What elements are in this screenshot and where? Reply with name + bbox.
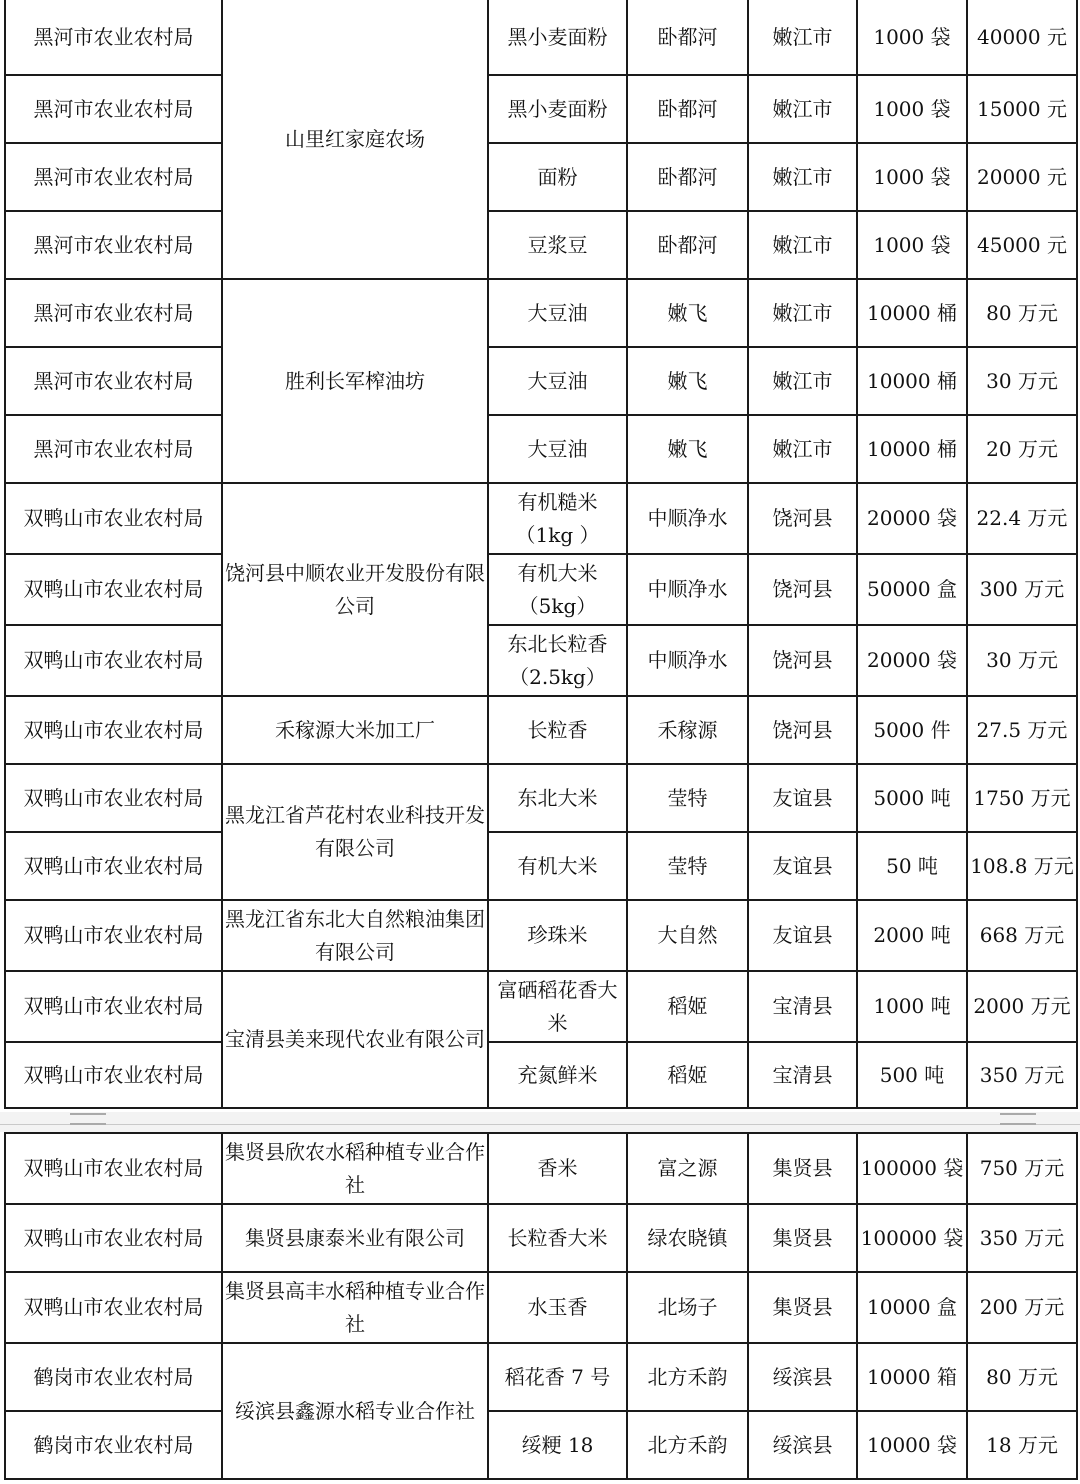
product-cell: 东北大米 [488, 764, 627, 832]
company-cell: 黑龙江省芦花村农业科技开发有限公司 [222, 764, 488, 900]
brand-cell: 卧都河 [627, 75, 748, 143]
dept-cell: 双鸭山市农业农村局 [5, 1133, 222, 1204]
brand-cell: 大自然 [627, 900, 748, 971]
qty-cell: 20000 袋 [857, 483, 967, 554]
qty-cell: 100000 袋 [857, 1133, 967, 1204]
qty-cell: 10000 箱 [857, 1343, 967, 1411]
product-cell: 有机糙米（1kg ） [488, 483, 627, 554]
place-cell: 饶河县 [748, 554, 857, 625]
product-table-top [4, 0, 1078, 1109]
place-cell: 集贤县 [748, 1272, 857, 1343]
dept-cell: 双鸭山市农业农村局 [5, 1042, 222, 1108]
table-row [5, 554, 1077, 625]
dept-cell: 双鸭山市农业农村局 [5, 625, 222, 696]
dept-cell: 黑河市农业农村局 [5, 347, 222, 415]
qty-cell: 50 吨 [857, 832, 967, 900]
dept-cell: 双鸭山市农业农村局 [5, 1272, 222, 1343]
dept-cell: 双鸭山市农业农村局 [5, 696, 222, 764]
product-cell: 绥粳 18 [488, 1411, 627, 1479]
table-row [5, 764, 1077, 832]
company-cell: 禾稼源大米加工厂 [222, 696, 488, 764]
table-row [5, 1204, 1077, 1272]
product-cell: 充氮鲜米 [488, 1042, 627, 1108]
qty-cell: 500 吨 [857, 1042, 967, 1108]
brand-cell: 卧都河 [627, 0, 748, 75]
amount-cell: 108.8 万元 [967, 832, 1077, 900]
table-row [5, 1042, 1077, 1108]
qty-cell: 50000 盒 [857, 554, 967, 625]
qty-cell: 5000 吨 [857, 764, 967, 832]
qty-cell: 10000 桶 [857, 279, 967, 347]
place-cell: 友谊县 [748, 832, 857, 900]
place-cell: 集贤县 [748, 1204, 857, 1272]
table-row [5, 1133, 1077, 1204]
table-row [5, 75, 1077, 143]
dept-cell: 双鸭山市农业农村局 [5, 483, 222, 554]
table-row [5, 1411, 1077, 1479]
place-cell: 宝清县 [748, 971, 857, 1042]
dept-cell: 双鸭山市农业农村局 [5, 554, 222, 625]
amount-cell: 300 万元 [967, 554, 1077, 625]
table-row [5, 625, 1077, 696]
amount-cell: 668 万元 [967, 900, 1077, 971]
dept-cell: 双鸭山市农业农村局 [5, 971, 222, 1042]
company-cell: 饶河县中顺农业开发股份有限公司 [222, 483, 488, 696]
place-cell: 嫩江市 [748, 415, 857, 483]
table-row [5, 143, 1077, 211]
dept-cell: 双鸭山市农业农村局 [5, 764, 222, 832]
page-break-line [0, 1124, 1080, 1125]
brand-cell: 绿农晓镇 [627, 1204, 748, 1272]
product-cell: 东北长粒香（2.5kg） [488, 625, 627, 696]
brand-cell: 禾稼源 [627, 696, 748, 764]
amount-cell: 18 万元 [967, 1411, 1077, 1479]
place-cell: 嫩江市 [748, 0, 857, 75]
product-cell: 大豆油 [488, 347, 627, 415]
company-cell: 宝清县美来现代农业有限公司 [222, 971, 488, 1108]
amount-cell: 30 万元 [967, 347, 1077, 415]
product-cell: 香米 [488, 1133, 627, 1204]
table-row [5, 971, 1077, 1042]
place-cell: 嫩江市 [748, 347, 857, 415]
dept-cell: 黑河市农业农村局 [5, 75, 222, 143]
dept-cell: 黑河市农业农村局 [5, 143, 222, 211]
brand-cell: 中顺净水 [627, 625, 748, 696]
table-row [5, 279, 1077, 347]
table-row [5, 211, 1077, 279]
amount-cell: 30 万元 [967, 625, 1077, 696]
amount-cell: 15000 元 [967, 75, 1077, 143]
company-cell: 集贤县高丰水稻种植专业合作社 [222, 1272, 488, 1343]
brand-cell: 北方禾韵 [627, 1411, 748, 1479]
amount-cell: 45000 元 [967, 211, 1077, 279]
brand-cell: 稻姬 [627, 1042, 748, 1108]
brand-cell: 北场子 [627, 1272, 748, 1343]
place-cell: 饶河县 [748, 625, 857, 696]
brand-cell: 嫩飞 [627, 415, 748, 483]
amount-cell: 80 万元 [967, 279, 1077, 347]
product-cell: 稻花香 7 号 [488, 1343, 627, 1411]
product-cell: 豆浆豆 [488, 211, 627, 279]
amount-cell: 20 万元 [967, 415, 1077, 483]
qty-cell: 5000 件 [857, 696, 967, 764]
product-cell: 黑小麦面粉 [488, 75, 627, 143]
dept-cell: 鹤岗市农业农村局 [5, 1411, 222, 1479]
company-cell: 黑龙江省东北大自然粮油集团有限公司 [222, 900, 488, 971]
qty-cell: 1000 袋 [857, 0, 967, 75]
product-table-bottom [4, 1132, 1078, 1480]
brand-cell: 嫩飞 [627, 347, 748, 415]
dept-cell: 双鸭山市农业农村局 [5, 1204, 222, 1272]
brand-cell: 中顺净水 [627, 554, 748, 625]
amount-cell: 22.4 万元 [967, 483, 1077, 554]
place-cell: 嫩江市 [748, 75, 857, 143]
product-cell: 水玉香 [488, 1272, 627, 1343]
brand-cell: 中顺净水 [627, 483, 748, 554]
product-cell: 有机大米 [488, 832, 627, 900]
product-cell: 长粒香大米 [488, 1204, 627, 1272]
company-cell: 集贤县康泰米业有限公司 [222, 1204, 488, 1272]
product-cell: 有机大米（5kg） [488, 554, 627, 625]
product-cell: 长粒香 [488, 696, 627, 764]
dept-cell: 黑河市农业农村局 [5, 0, 222, 75]
amount-cell: 1750 万元 [967, 764, 1077, 832]
dept-cell: 双鸭山市农业农村局 [5, 832, 222, 900]
brand-cell: 北方禾韵 [627, 1343, 748, 1411]
company-cell: 胜利长军榨油坊 [222, 279, 488, 483]
qty-cell: 1000 袋 [857, 211, 967, 279]
qty-cell: 10000 桶 [857, 347, 967, 415]
place-cell: 友谊县 [748, 900, 857, 971]
qty-cell: 2000 吨 [857, 900, 967, 971]
brand-cell: 卧都河 [627, 143, 748, 211]
brand-cell: 莹特 [627, 764, 748, 832]
brand-cell: 嫩飞 [627, 279, 748, 347]
product-cell: 面粉 [488, 143, 627, 211]
place-cell: 绥滨县 [748, 1343, 857, 1411]
amount-cell: 40000 元 [967, 0, 1077, 75]
product-cell: 大豆油 [488, 415, 627, 483]
place-cell: 饶河县 [748, 696, 857, 764]
amount-cell: 2000 万元 [967, 971, 1077, 1042]
brand-cell: 莹特 [627, 832, 748, 900]
product-cell: 黑小麦面粉 [488, 0, 627, 75]
amount-cell: 80 万元 [967, 1343, 1077, 1411]
dept-cell: 黑河市农业农村局 [5, 415, 222, 483]
table-row [5, 696, 1077, 764]
page-break [0, 1112, 1080, 1132]
place-cell: 嫩江市 [748, 143, 857, 211]
place-cell: 友谊县 [748, 764, 857, 832]
qty-cell: 1000 袋 [857, 75, 967, 143]
product-cell: 珍珠米 [488, 900, 627, 971]
brand-cell: 稻姬 [627, 971, 748, 1042]
table-row [5, 347, 1077, 415]
brand-cell: 富之源 [627, 1133, 748, 1204]
qty-cell: 1000 吨 [857, 971, 967, 1042]
qty-cell: 100000 袋 [857, 1204, 967, 1272]
product-cell: 大豆油 [488, 279, 627, 347]
dept-cell: 黑河市农业农村局 [5, 211, 222, 279]
place-cell: 饶河县 [748, 483, 857, 554]
place-cell: 绥滨县 [748, 1411, 857, 1479]
place-cell: 嫩江市 [748, 211, 857, 279]
qty-cell: 1000 袋 [857, 143, 967, 211]
table-row [5, 0, 1077, 75]
company-cell: 集贤县欣农水稻种植专业合作社 [222, 1133, 488, 1204]
qty-cell: 10000 桶 [857, 415, 967, 483]
table-row [5, 1272, 1077, 1343]
product-cell: 富硒稻花香大米 [488, 971, 627, 1042]
table-row [5, 900, 1077, 971]
place-cell: 集贤县 [748, 1133, 857, 1204]
qty-cell: 10000 盒 [857, 1272, 967, 1343]
table-row [5, 415, 1077, 483]
page-corner-mark [70, 1113, 106, 1125]
dept-cell: 黑河市农业农村局 [5, 279, 222, 347]
amount-cell: 20000 元 [967, 143, 1077, 211]
amount-cell: 350 万元 [967, 1042, 1077, 1108]
amount-cell: 27.5 万元 [967, 696, 1077, 764]
brand-cell: 卧都河 [627, 211, 748, 279]
amount-cell: 200 万元 [967, 1272, 1077, 1343]
amount-cell: 350 万元 [967, 1204, 1077, 1272]
dept-cell: 鹤岗市农业农村局 [5, 1343, 222, 1411]
qty-cell: 20000 袋 [857, 625, 967, 696]
company-cell: 山里红家庭农场 [222, 0, 488, 279]
qty-cell: 10000 袋 [857, 1411, 967, 1479]
dept-cell: 双鸭山市农业农村局 [5, 900, 222, 971]
table-row [5, 832, 1077, 900]
table-row [5, 1343, 1077, 1411]
page-corner-mark [1000, 1113, 1036, 1125]
place-cell: 嫩江市 [748, 279, 857, 347]
amount-cell: 750 万元 [967, 1133, 1077, 1204]
place-cell: 宝清县 [748, 1042, 857, 1108]
company-cell: 绥滨县鑫源水稻专业合作社 [222, 1343, 488, 1479]
table-row [5, 483, 1077, 554]
